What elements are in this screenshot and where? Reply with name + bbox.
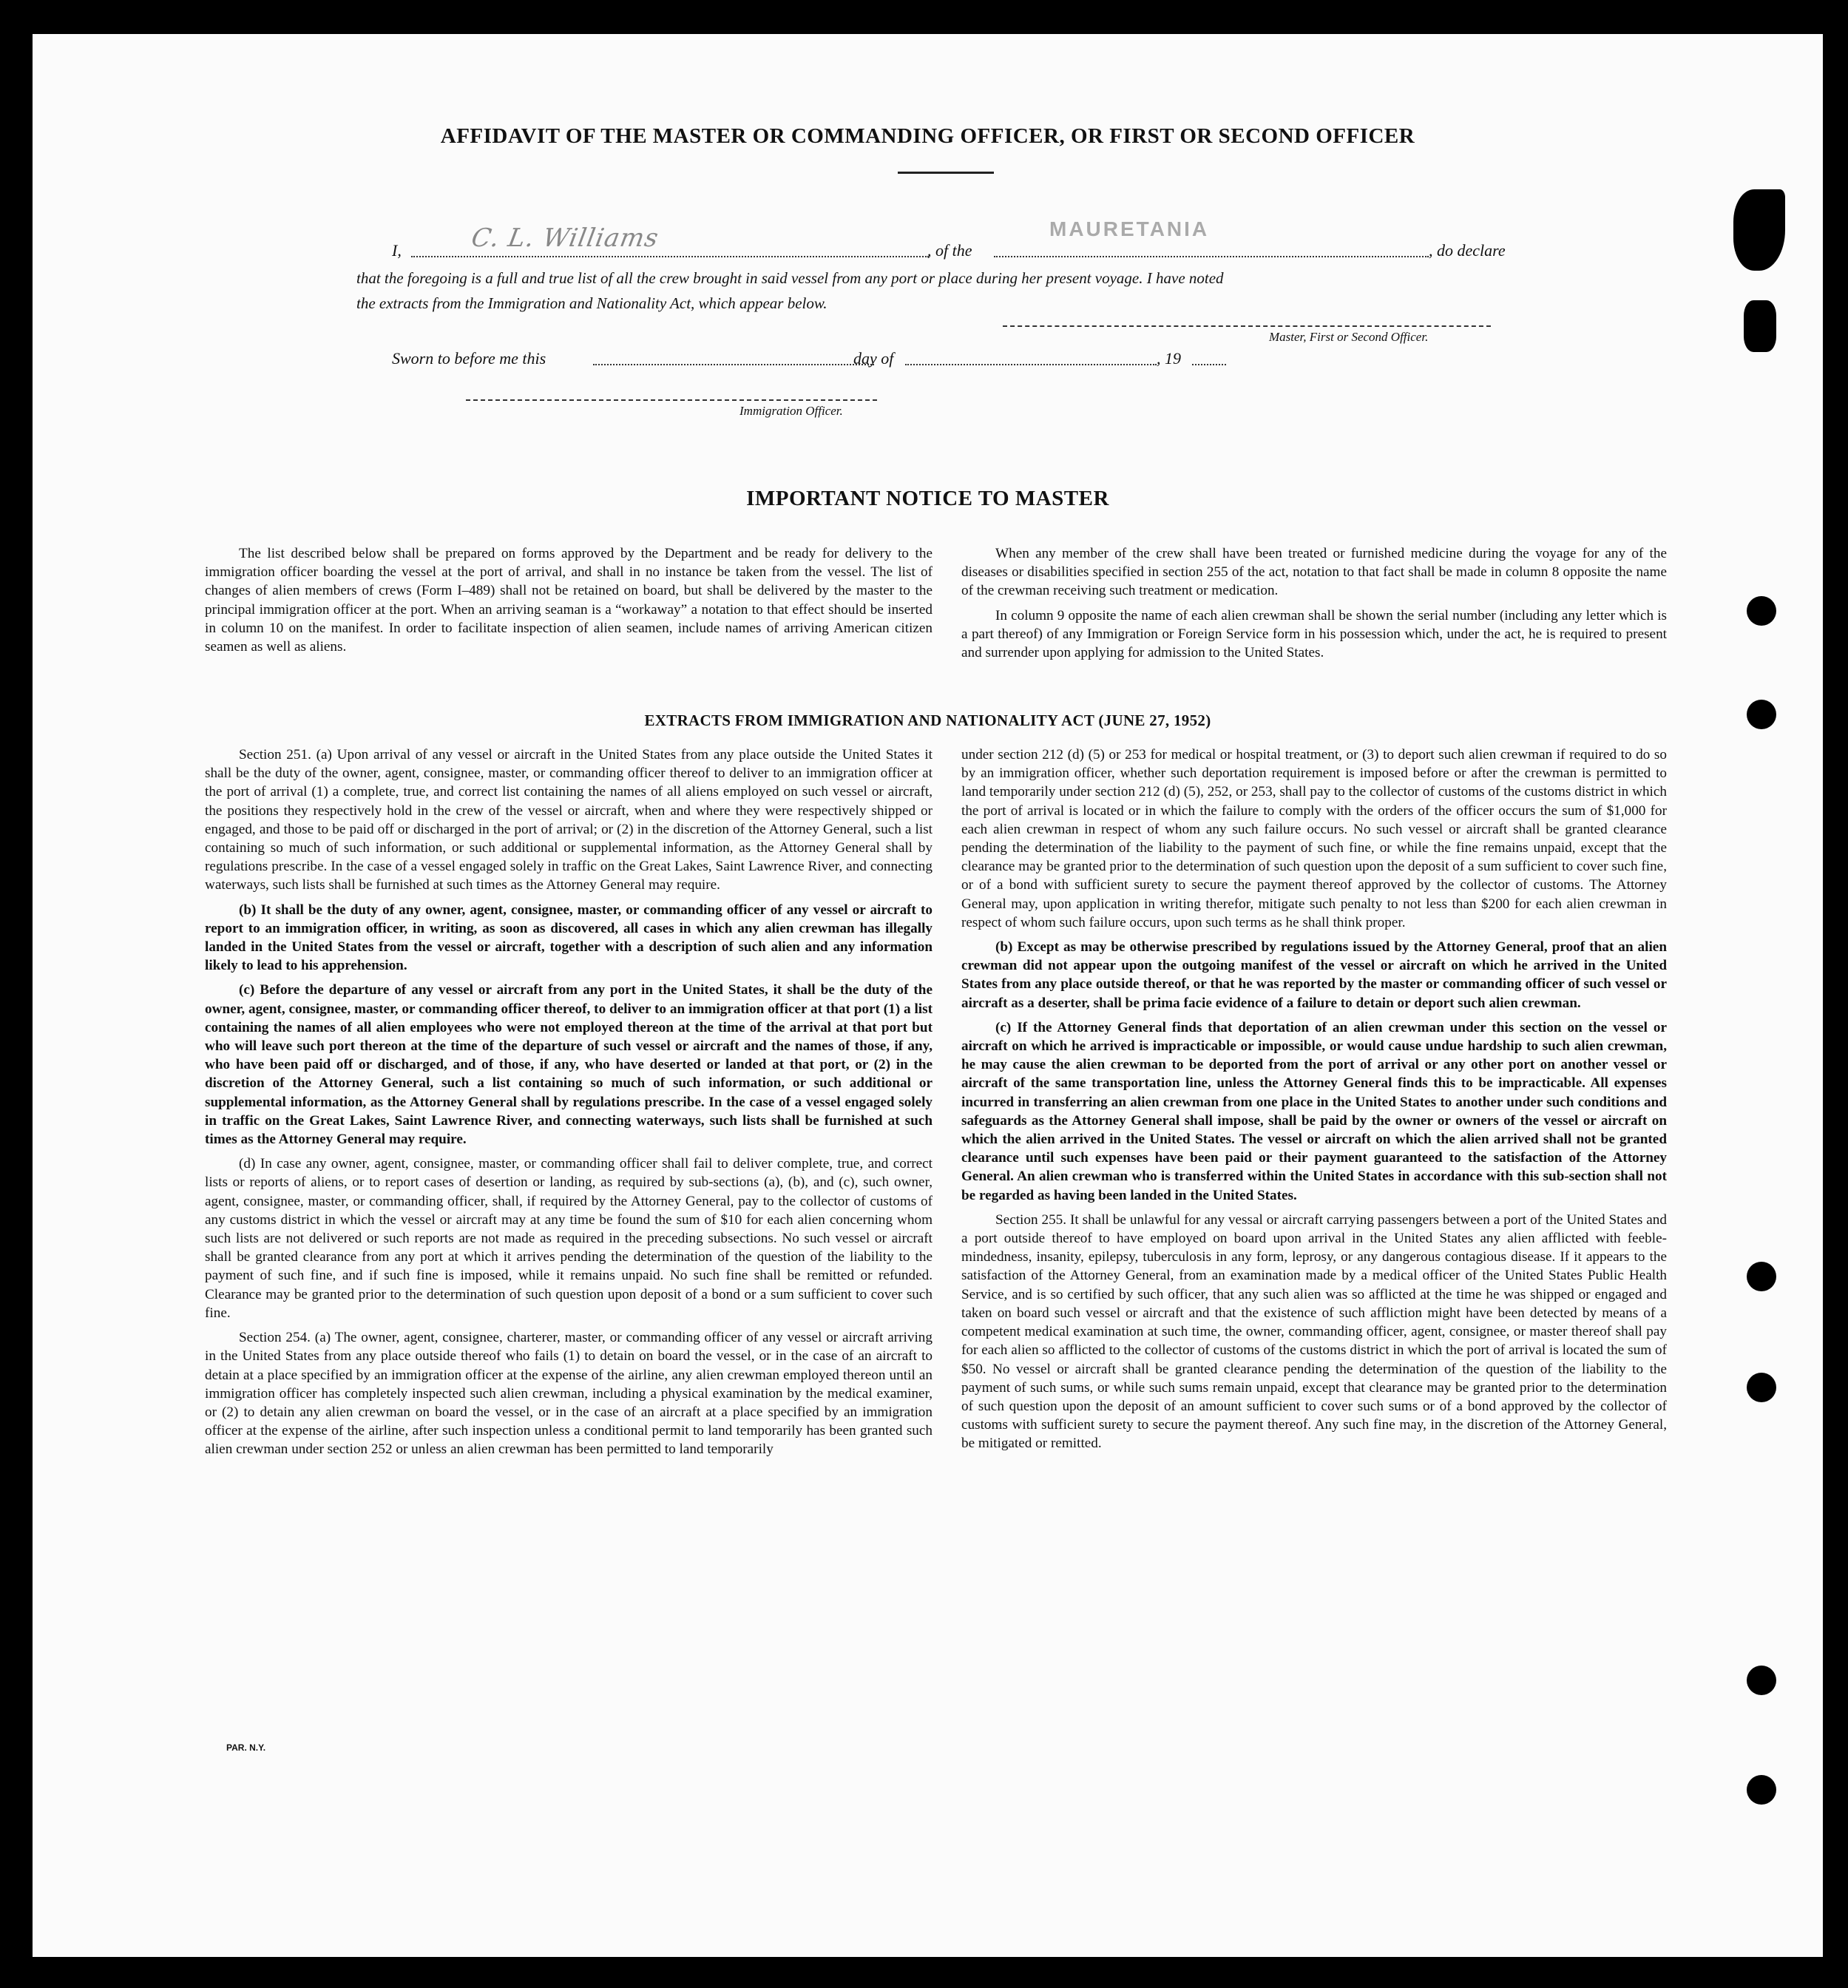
master-signature-caption: Master, First or Second Officer. — [1269, 330, 1429, 344]
year-label: , 19 — [1157, 349, 1181, 368]
signer-name: C. L. Williams — [469, 223, 661, 253]
section-254-a: Section 254. (a) The owner, agent, consignee, charterer, master, or commanding officer of any vessel or aircraft arriving in the United States from any place outside thereof who fails (1) to detain on board the vessel, or in the case of an aircraft to detain at a place specified by an immigration officer at the expense of the airline, any alien crewman employed thereon until an immigration officer has completely inspected such alien crewman, including a physical examination by the medical examiner, or (2) to detain any alien crewman on board the vessel, or in the case of an aircraft at a place specified by an immigration officer at the expense of the airline, after such inspection unless a conditional permit to land temporarily has been granted such alien crewman under section 252 or unless an alien crewman has been permitted to land temporarily — [205, 1330, 933, 1458]
notice-right-column — [961, 544, 1667, 662]
punch-hole — [1747, 596, 1776, 626]
notice-left-column — [205, 544, 933, 656]
extracts-title: EXTRACTS FROM IMMIGRATION AND NATIONALITY ACT (JUNE 27, 1952) — [644, 711, 1211, 729]
section-255: Section 255. It shall be unlawful for any vessal or aircraft carrying passengers between a port of the United States and a port outside thereof to have employed on board upon arrival in the United States any alien afflicted with feeble-mindedness, insanity, epilepsy, tuberculosis in any form, leprosy, or any dangerous contagious disease. If it appears to the satisfaction of the Attorney General, from an examination made by a medical officer of the United States Public Health Service, and is so certified by such officer, that any such alien was so afflicted at the time he was shipped or engaged and taken on board such vessel or aircraft and that the existence of such affliction might have been detected by means of a competent medical examination at such time, the owner, commanding officer, agent, consignee, or master thereof shall pay for each alien so afflicted to the collector of customs of the customs district in which the port of arrival is located the sum of $50. No vessel or aircraft shall be granted clearance pending the determination of the question of the liability to the payment of such sums, or while such sums remain unpaid, except that clearance may be granted prior to the determination of such question upon the deposit of an amount sufficient to cover such sums or of a bond approved by the collector of customs with sufficient surety to secure the payment thereof. Any such fine may, in the discretion of the Attorney General, be mitigated or remitted. — [961, 1211, 1667, 1452]
punch-hole — [1747, 1666, 1776, 1695]
section-251-c: (c) Before the departure of any vessel or aircraft from any port in the United States, it shall be the duty of the owner, agent, consignee, master, or commanding officer thereof, to deliver to an immigration officer at that port (1) a list containing the names of all alien employees who were not employed thereon at the time of the arrival at that port but who will leave such port thereon at the time of the departure of such vessel or aircraft and the names of those, if any, who have been paid off or discharged, and of those, if any, who have deserted or landed at that port, or (2) in the discretion of the Attorney General, such a list containing so much of such information, or such additional or supplemental information, as the Attorney General shall by regulations prescribe. In the case of a vessel engaged solely in traffic on the Great Lakes, Saint Lawrence River, and connecting waterways, such lists shall be furnished at such times as the Attorney General may require. — [205, 982, 933, 1148]
vessel-name-stamp: MAURETANIA — [1049, 217, 1210, 240]
punch-hole — [1747, 1775, 1776, 1805]
sworn-month-line — [905, 364, 1157, 365]
section-254-c: (c) If the Attorney General finds that deportation of an alien crewman under this section on the vessel or aircraft on which he arrived is impracticable or impossible, or would cause undue hardship to such alien crewman, he may cause the alien crewman to be deported from the port of arrival or any other port on another vessel or aircraft of the same transportation line, unless the Attorney General finds this to be impracticable. All expenses incurred in transferring an alien crewman from one place in the United States to another under such conditions and safeguards as the Attorney General shall impose, shall be paid by the owner or owners of the vessel or aircraft on which the alien arrived in the United States. The vessel or aircraft on which the alien arrived shall not be granted clearance until such expenses have been paid or their payment guaranteed to the satisfaction of the Attorney General. An alien crewman who is transferred within the United States in accordance with this sub-section shall not be regarded as having been landed in the United States. — [961, 1019, 1667, 1203]
affidavit-statement-1: that the foregoing is a full and true list of all the crew brought in said vessel from any port or place during her present voyage. I have noted — [356, 269, 1224, 287]
of-the-label: , of the — [927, 241, 972, 260]
officer-signature-caption: Immigration Officer. — [739, 404, 843, 418]
section-251-a: Section 251. (a) Upon arrival of any vessel or aircraft in the United States from any place outside the United States it shall be the duty of the owner, agent, consignee, master, or commanding officer thereof to deliver to an immigration officer at the port of arrival (1) a complete, true, and correct list containing the names of all aliens employed on such vessel or aircraft, the positions they respectively hold in the crew of the vessel or aircraft, when and where they were respectively shipped or engaged, and those to be paid off or discharged in the port of arrival; or (2) in the discretion of the Attorney General, such a list containing so much of such information, or such additional or supplemental information, as the Attorney General shall by regulations prescribe. In the case of a vessel engaged solely in traffic on the Great Lakes, Saint Lawrence River, and connecting waterways, such lists shall be furnished at such times as the Attorney General may require. — [205, 747, 933, 893]
day-of-label: day of — [853, 349, 894, 368]
sworn-day-line — [593, 364, 874, 365]
section-251-b: (b) It shall be the duty of any owner, agent, consignee, master, or commanding officer of any vessel or aircraft to report to an immigration officer, in writing, as soon as discovered, all cases in which any alien crewman has illegally landed in the United States from the vessel or aircraft, together with a description of such alien and any information likely to lead to his apprehension. — [205, 902, 933, 974]
punch-hole — [1747, 700, 1776, 729]
master-signature-line — [1003, 325, 1491, 327]
i-label: I, — [392, 241, 402, 260]
extracts-right-column — [961, 746, 1667, 1453]
section-254-a-continued: under section 212 (d) (5) or 253 for medical or hospital treatment, or (3) to deport such alien crewman if required to do so by an immigration officer, whether such deportation requirement is imposed before or after the crewman is permitted to land temporarily under section 212 (d) (5), 252, or 253, shall pay to the collector of customs of the customs district in which the port of arrival is located or in which the failure to comply with the orders of the officer occurs the sum of $1,000 for each alien crewman in respect of whom any such failure occurs. No such vessel or aircraft shall be granted clearance pending the determination of the liability to the payment of such fine, or while the fine remains unpaid, except that the clearance may be granted prior to the determination of such question upon the deposit of a sum sufficient to cover such fine, or of a bond with sufficient surety to secure the payment thereof approved by the collector of customs. The Attorney General may, upon application in writing therefor, mitigate such penalty to not less than $200 for each alien crewman in respect of whom such failure occurs, upon such terms as he shall think proper. — [961, 747, 1667, 930]
vessel-name-line — [994, 256, 1429, 257]
affidavit-statement-2: the extracts from the Immigration and Nationality Act, which appear below. — [356, 294, 827, 312]
notice-left-paragraph: The list described below shall be prepared on forms approved by the Department and be ready for delivery to the immigration officer boarding the vessel at the port of arrival, and shall in no instance be taken from the vessel. The list of changes of alien members of crews (Form I–489) shall not be retained on board, but shall be delivered by the master to the principal immigration officer at the port. When an arriving seaman is a “workaway” a notation to that effect should be inserted in column 10 on the manifest. In order to facilitate inspection of alien seamen, include names of arriving American citizen seamen as well as aliens. — [205, 546, 933, 655]
binding-mark — [1744, 300, 1776, 352]
notice-right-paragraph-1: When any member of the crew shall have been treated or furnished medicine during the voyage for any of the diseases or disabilities specified in section 255 of the act, notation to that fact shall be made in column 8 opposite the name of the crewman receiving such treatment or medication. — [961, 546, 1667, 599]
sworn-label: Sworn to before me this — [392, 349, 546, 368]
title-rule — [898, 172, 994, 174]
punch-hole — [1747, 1373, 1776, 1402]
notice-title: IMPORTANT NOTICE TO MASTER — [746, 487, 1109, 510]
extracts-left-column — [205, 746, 933, 1459]
signer-name-line — [411, 256, 929, 257]
affidavit-title: AFFIDAVIT OF THE MASTER OR COMMANDING OFFICER, OR FIRST OR SECOND OFFICER — [440, 124, 1415, 148]
section-254-b: (b) Except as may be otherwise prescribed by regulations issued by the Attorney General, proof that an alien crewman did not appear upon the outgoing manifest of the vessel or aircraft on which he arrived in the United States from any place outside thereof, or that he was reported by the master or commanding officer of such vessel or aircraft as a deserter, shall be prima facie evidence of a failure to detain or deport such alien crewman. — [961, 939, 1667, 1011]
officer-signature-line — [466, 399, 877, 401]
notice-right-paragraph-2: In column 9 opposite the name of each alien crewman shall be shown the serial number (including any letter which is a part thereof) of any Immigration or Foreign Service form in his possession which, under the act, he is required to present and surrender upon applying for admission to the United States. — [961, 607, 1667, 661]
printer-mark: PAR. N.Y. — [226, 1742, 266, 1753]
document-page — [33, 34, 1823, 1957]
section-251-d: (d) In case any owner, agent, consignee, master, or commanding officer shall fail to deliver complete, true, and correct lists or reports of aliens, or to report cases of desertion or landing, as required by sub-sections (a), (b), and (c), such owner, agent, consignee, master, or commanding officer, shall, if required by the Attorney General, pay to the collector of customs of any customs district in which the vessel or aircraft may at any time be found the sum of $10 for each alien concerning whom such lists are not delivered or such reports are not made as required in the preceding subsections. No such vessel or aircraft shall be granted clearance from any port at which it arrives pending the determination of the question of the liability to the payment of such fine, and if such fine is imposed, while it remains unpaid. No such fine shall be remitted or refunded. Clearance may be granted prior to the determination of such question upon deposit of a bond or a sum sufficient to cover such fine. — [205, 1156, 933, 1321]
punch-hole — [1747, 1262, 1776, 1291]
do-declare-label: , do declare — [1429, 241, 1506, 260]
sworn-year-line — [1192, 364, 1226, 365]
binding-mark — [1733, 189, 1785, 271]
